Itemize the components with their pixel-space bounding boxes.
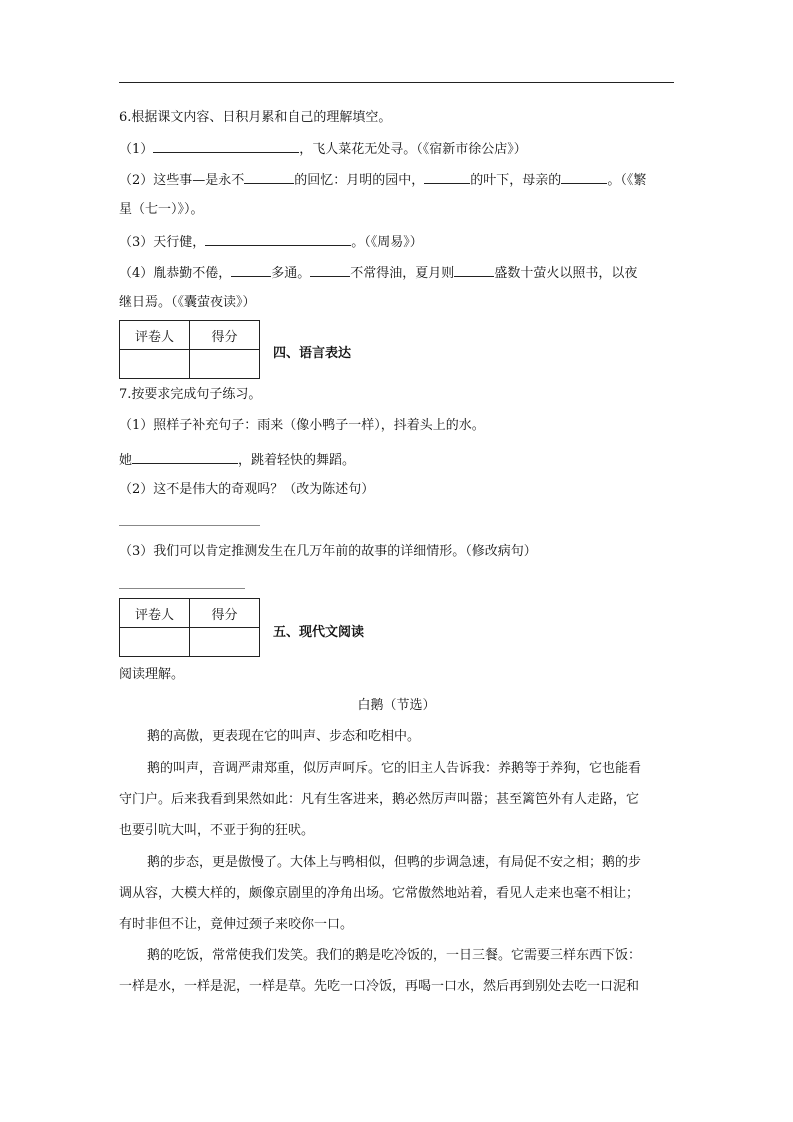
- answer-blank[interactable]: [561, 169, 607, 184]
- passage-p2-line3: 也要引吭大叫，不亚于狗的狂吠。: [119, 823, 315, 838]
- q7-sub1: （1）照样子补充句子：雨来（像小鸭子一样），抖着头上的水。: [119, 418, 485, 433]
- q6-l5-c: 不常得油，夏月则: [350, 266, 455, 281]
- passage-p3-line1: 鹅的步态，更是傲慢了。大体上与鸭相似，但鸭的步调急速，有局促不安之相；鹅的步: [147, 855, 642, 870]
- answer-blank[interactable]: [205, 231, 351, 246]
- q6-l1-suffix: ，飞人菜花无处寻。（《宿新市徐公店》）: [299, 142, 527, 157]
- answer-blank[interactable]: [132, 449, 238, 464]
- answer-line[interactable]: [119, 588, 245, 589]
- q7-title: 7.按要求完成句子练习。: [119, 387, 262, 402]
- grader-cell[interactable]: [120, 628, 190, 657]
- q6-l5-b: 多通。: [271, 266, 311, 281]
- q6-l1-prefix: （1）: [119, 142, 154, 157]
- grader-cell[interactable]: [120, 350, 190, 379]
- q6-l5-d: 盛数十萤火以照书，以夜: [494, 266, 638, 281]
- passage-p2-line1: 鹅的叫声，音调严肃郑重，似厉声呵斥。它的旧主人告诉我：养鹅等于养狗，它也能看: [147, 761, 642, 776]
- q6-line4: [119, 231, 423, 253]
- section-4-title: 四、语言表达: [273, 346, 352, 361]
- score-cell[interactable]: [190, 628, 260, 657]
- answer-blank[interactable]: [424, 169, 470, 184]
- passage-p2-line2: 守门户。后来我看到果然如此：凡有生客进来，鹅必然厉声叫嚣；甚至篱笆外有人走路，它: [119, 792, 640, 807]
- grader-header: 评卷人: [120, 599, 190, 628]
- header-rule: [119, 82, 674, 83]
- q7-s1b-suffix: ，跳着轻快的舞蹈。: [238, 453, 356, 468]
- q6-l2-c: 的叶下，母亲的: [470, 173, 562, 188]
- q6-l2-b: 的回忆：月明的园中，: [294, 173, 425, 188]
- score-cell[interactable]: [190, 350, 260, 379]
- score-header: 得分: [190, 599, 260, 628]
- q6-title: 6.根据课文内容、日积月累和自己的理解填空。: [119, 110, 392, 125]
- q7-s1b-prefix: 她: [119, 453, 133, 468]
- q6-l4-b: 。（《周易》）: [351, 235, 423, 250]
- passage-p3-line3: 有时非但不让，竟伸过颈子来咬你一口。: [119, 917, 354, 932]
- q6-l2-d: 。（《繁: [607, 173, 647, 188]
- answer-blank[interactable]: [310, 262, 350, 277]
- q7-sub1-answer: [119, 449, 355, 471]
- q6-line3: 星（七一）》）。: [119, 202, 204, 217]
- passage-p4-line2: 一样是水，一样是泥，一样是草。先吃一口冷饭，再喝一口水，然后再到别处去吃一口泥和: [119, 979, 640, 994]
- answer-blank[interactable]: [231, 262, 271, 277]
- answer-blank[interactable]: [454, 262, 494, 277]
- q6-l5-a: （4）胤恭勤不倦，: [119, 266, 232, 281]
- passage-p4-line1: 鹅的吃饭，常常使我们发笑。我们的鹅是吃冷饭的，一日三餐。它需要三样东西下饭：: [147, 948, 642, 963]
- q6-l2-a: （2）这些事—是永不: [119, 173, 245, 188]
- q7-sub2: （2）这不是伟大的奇观吗？（改为陈述句）: [119, 482, 375, 497]
- passage-title: 白鹅（节选）: [357, 698, 436, 713]
- answer-blank[interactable]: [153, 138, 299, 153]
- score-table-2: [119, 598, 260, 657]
- score-table-1: [119, 320, 260, 379]
- passage-p1: 鹅的高傲，更表现在它的叫声、步态和吃相中。: [147, 729, 421, 744]
- q7-sub3: （3）我们可以肯定推测发生在几万年前的故事的详细情形。（修改病句）: [119, 544, 537, 559]
- section-5-title: 五、现代文阅读: [273, 625, 365, 640]
- q6-line5: [119, 262, 637, 284]
- reading-intro: 阅读理解。: [119, 667, 185, 682]
- grader-header: 评卷人: [120, 321, 190, 350]
- answer-blank[interactable]: [244, 169, 294, 184]
- score-header: 得分: [190, 321, 260, 350]
- q6-l4-a: （3）天行健，: [119, 235, 206, 250]
- q6-line1: [119, 138, 527, 160]
- passage-p3-line2: 调从容，大模大样的，颇像京剧里的净角出场。它常傲然地站着，看见人走来也毫不相让；: [119, 886, 640, 901]
- q6-line2: [119, 169, 646, 191]
- answer-line[interactable]: [119, 525, 260, 526]
- q6-line6: 继日焉。（《囊萤夜读》）: [119, 295, 256, 310]
